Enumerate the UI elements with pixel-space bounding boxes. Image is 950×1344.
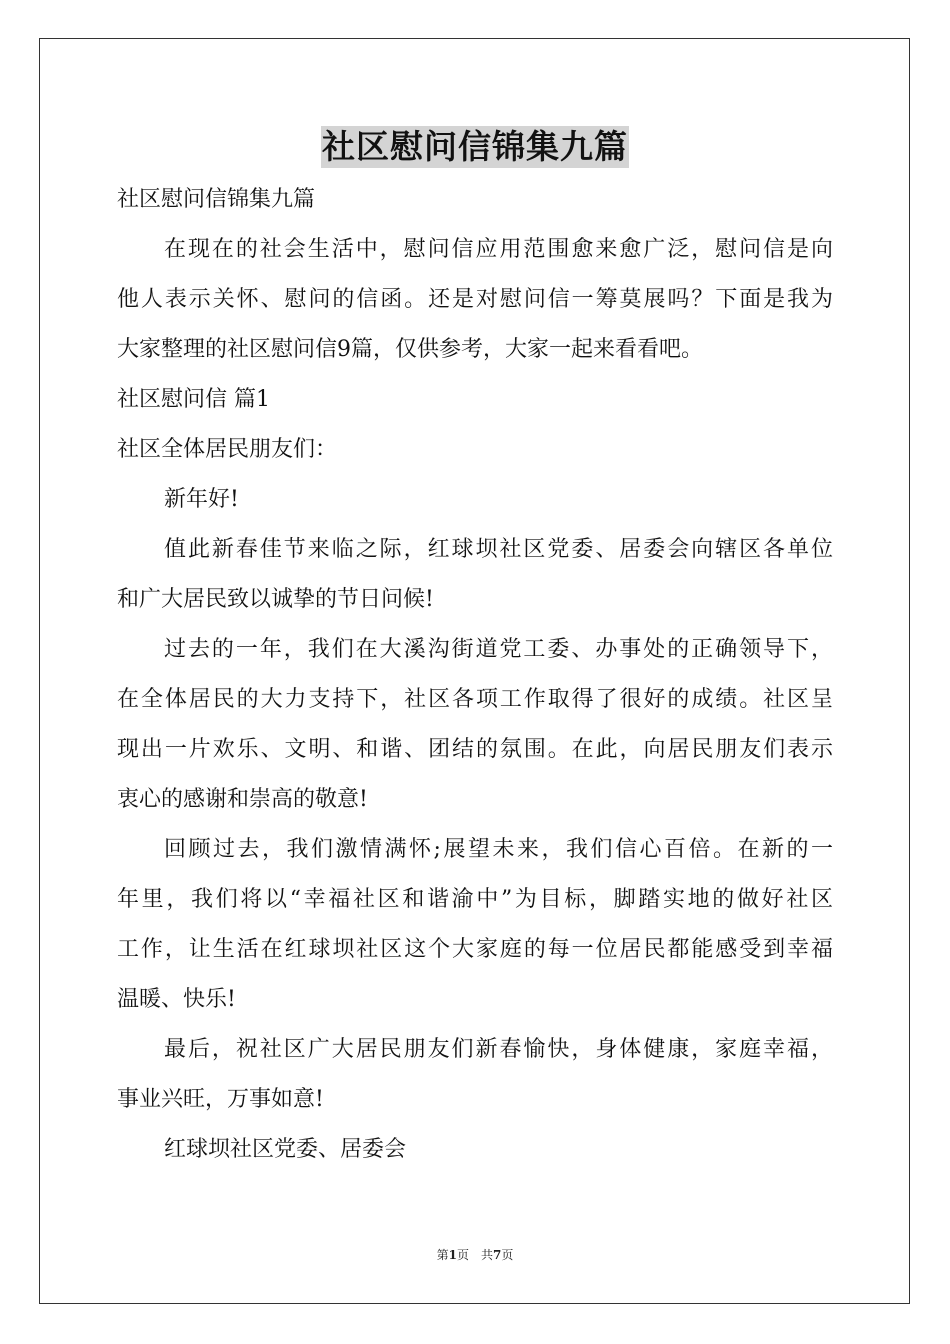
footer-total-pages: 7: [493, 1248, 502, 1262]
text-line: 值此新春佳节来临之际，红球坝社区党委、居委会向辖区各单位: [164, 537, 833, 562]
text-line: 和广大居民致以诚挚的节日问候!: [117, 587, 434, 612]
text-line: 衷心的感谢和崇高的敬意!: [117, 787, 368, 812]
text-line: 大家整理的社区慰问信9篇，仅供参考，大家一起来看看吧。: [117, 337, 703, 362]
text-line: 事业兴旺，万事如意!: [117, 1087, 324, 1112]
text-line: 回顾过去，我们激情满怀;展望未来，我们信心百倍。在新的一: [164, 837, 833, 862]
footer-page-suffix: 页 共: [456, 1248, 493, 1262]
document-body: [117, 175, 833, 1175]
text-line: 社区全体居民朋友们：: [117, 437, 338, 462]
text-line: 在现在的社会生活中，慰问信应用范围愈来愈广泛，慰问信是向: [164, 237, 833, 262]
document-title: [0, 126, 950, 174]
footer-page-prefix: 第: [436, 1248, 449, 1262]
text-line: 最后，祝社区广大居民朋友们新春愉快，身体健康，家庭幸福，: [164, 1037, 833, 1062]
text-line: 社区慰问信 篇1: [117, 387, 270, 412]
text-line: 温暖、快乐!: [117, 987, 236, 1012]
text-line: 新年好!: [164, 487, 239, 512]
text-line: 现出一片欢乐、文明、和谐、团结的氛围。在此，向居民朋友们表示: [117, 737, 833, 762]
text-line: 社区慰问信锦集九篇: [117, 187, 316, 212]
document-title-text: 社区慰问信锦集九篇: [322, 127, 628, 166]
text-line: 年里，我们将以“幸福社区和谐渝中”为目标，脚踏实地的做好社区: [117, 887, 833, 912]
text-line: 工作，让生活在红球坝社区这个大家庭的每一位居民都能感受到幸福: [117, 937, 833, 962]
footer-total-suffix: 页: [501, 1248, 514, 1262]
page-footer: [0, 1247, 950, 1263]
text-line: 过去的一年，我们在大溪沟街道党工委、办事处的正确领导下，: [164, 637, 833, 662]
text-line: 在全体居民的大力支持下，社区各项工作取得了很好的成绩。社区呈: [117, 687, 833, 712]
text-line: 他人表示关怀、慰问的信函。还是对慰问信一筹莫展吗？下面是我为: [117, 287, 833, 312]
footer-page-number: 1: [448, 1248, 457, 1262]
text-line: 红球坝社区党委、居委会: [164, 1137, 407, 1162]
